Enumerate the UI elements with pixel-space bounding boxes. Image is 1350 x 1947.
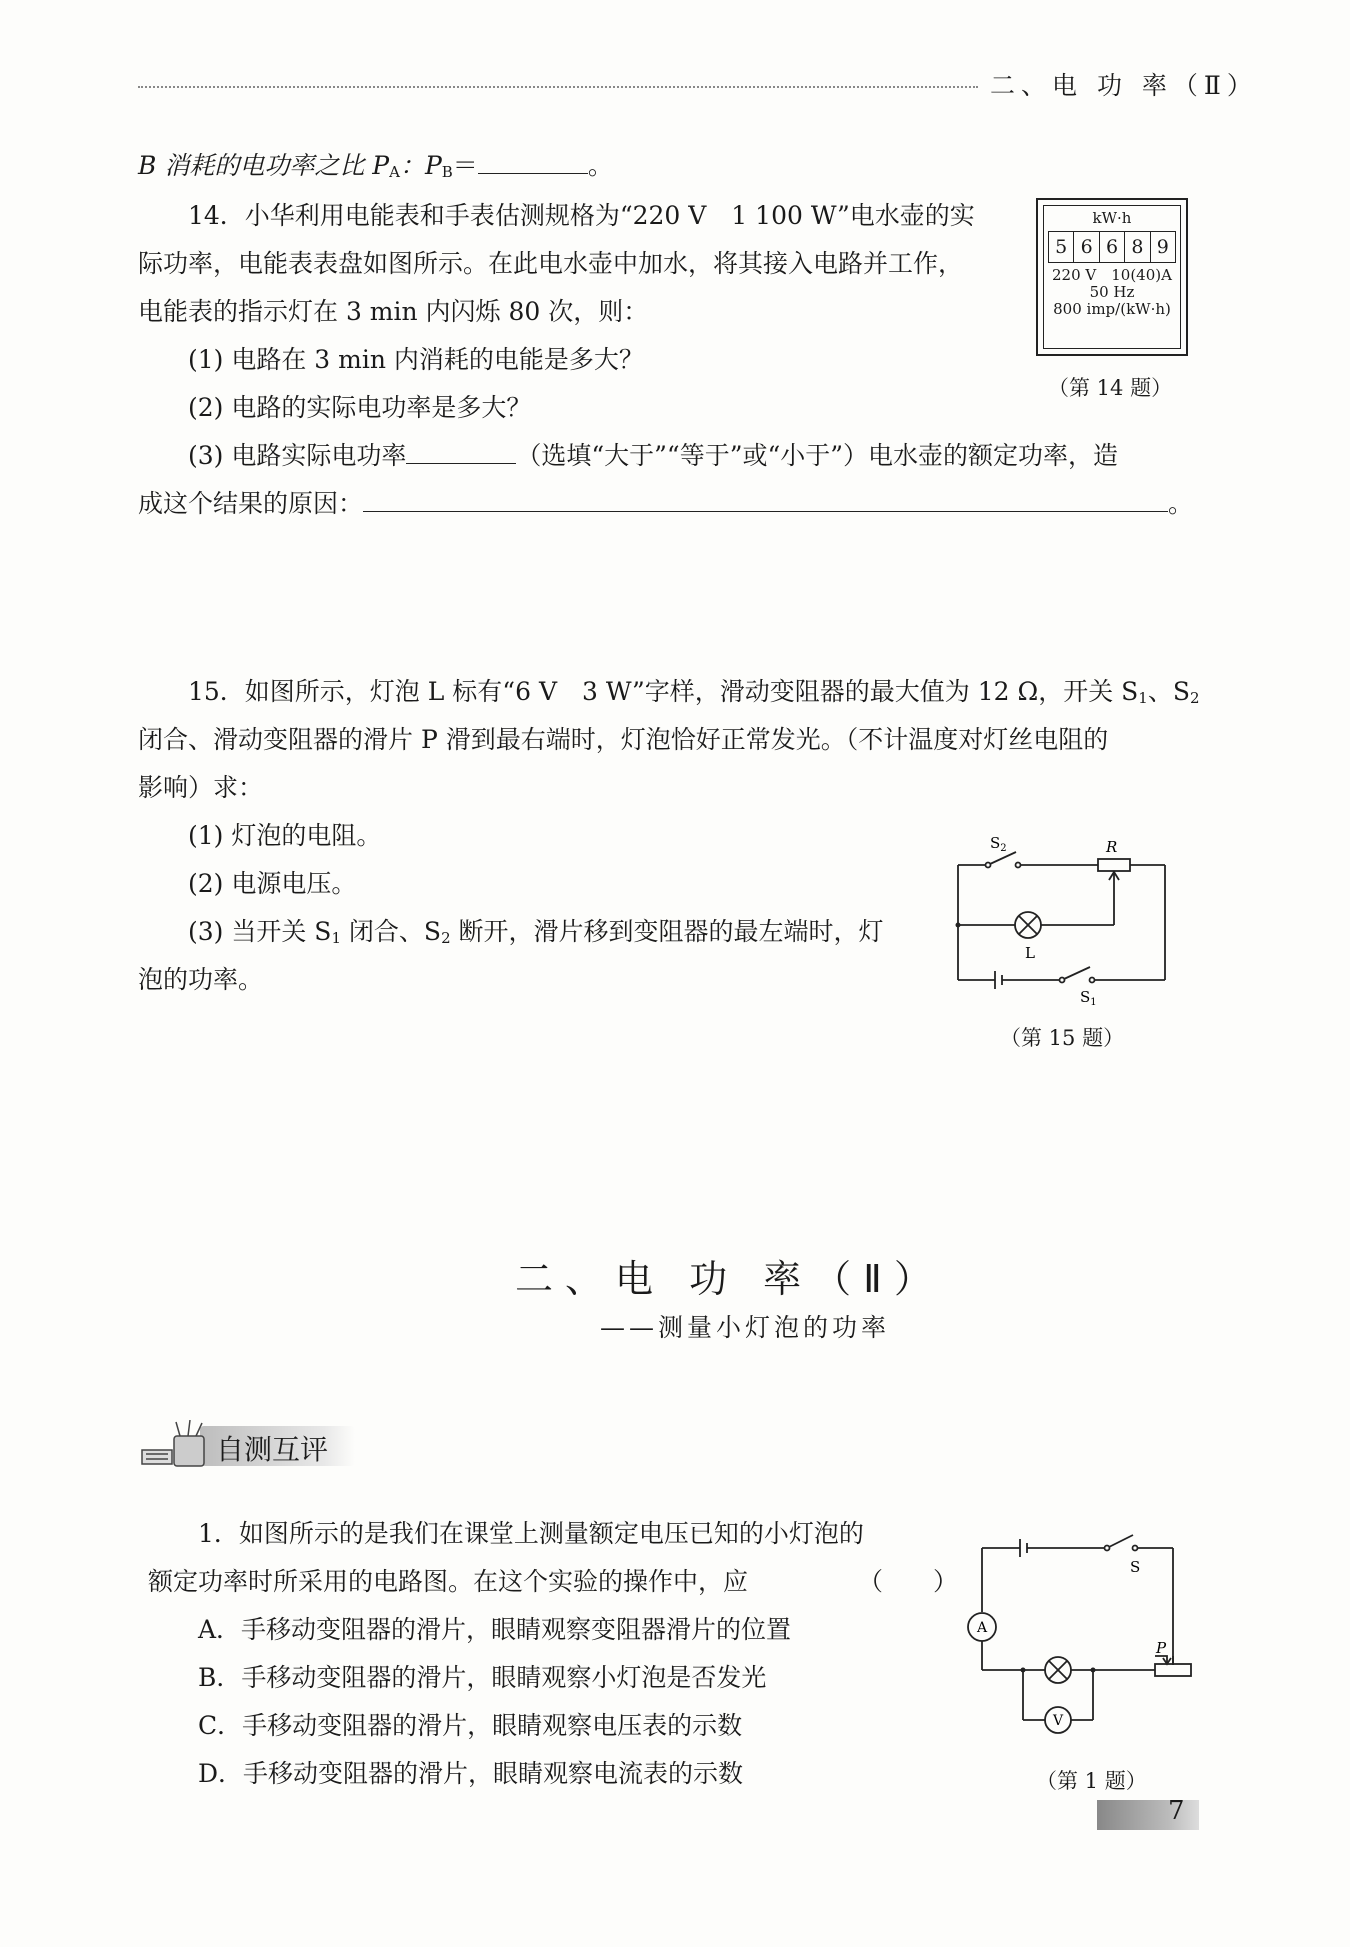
meter-rating: 220 V 10(40)A — [1052, 266, 1172, 284]
s2-label: $S_2$ — [990, 834, 1007, 854]
q14-sub3: (3) 电路实际电功率 （选填“大于”“等于”或“小于”）电水壶的额定功率，造 — [188, 436, 1118, 476]
q14-sub1: (1) 电路在 3 min 内消耗的电能是多大？ — [188, 345, 644, 374]
slider-p-label: P — [1156, 1639, 1167, 1657]
meter-digit: 8 — [1125, 232, 1150, 262]
q1-option-b[interactable]: B．手移动变阻器的滑片，眼睛观察小灯泡是否发光 — [198, 1663, 767, 1692]
q13-tail-line: B 消耗的电功率之比 $P_A$：$P_B=$ 。 — [138, 146, 613, 192]
q14-line2: 际功率，电能表表盘如图所示。在此电水壶中加水，将其接入电路并工作， — [138, 249, 964, 278]
l-label: L — [1025, 944, 1035, 962]
q14-reason-blank[interactable] — [363, 485, 1168, 512]
q15-sub3-cont: 泡的功率。 — [138, 965, 264, 994]
r-label: R — [1106, 838, 1118, 856]
q14-sub2: (2) 电路的实际电功率是多大？ — [188, 393, 532, 422]
switch-s-label: S — [1130, 1558, 1141, 1576]
voltmeter-v-label: V — [1053, 1713, 1064, 1729]
q1-caption: （第 1 题） — [1036, 1769, 1147, 1793]
q1-circuit-diagram — [955, 1530, 1205, 1760]
q15-circuit-diagram — [940, 830, 1180, 1010]
section-title: 二、电 功 率（Ⅱ） — [515, 1257, 944, 1301]
meter-digit: 9 — [1156, 236, 1169, 258]
ammeter-a-label: A — [977, 1620, 988, 1636]
section-subtitle: ——测量小灯泡的功率 — [600, 1313, 891, 1342]
badge-label: 自测互评 — [216, 1433, 329, 1466]
header-dotted-rule — [138, 86, 978, 88]
self-test-badge — [140, 1420, 355, 1470]
q1-line1: 1．如图所示的是我们在课堂上测量额定电压已知的小灯泡的 — [198, 1519, 864, 1548]
q14-line1: 14．小华利用电能表和手表估测规格为“220 V 1 100 W”电水壶的实 — [188, 201, 975, 230]
q15-line2: 闭合、滑动变阻器的滑片 P 滑到最右端时，灯泡恰好正常发光。（不计温度对灯丝电阻的 — [138, 725, 1109, 754]
q1-option-a[interactable]: A．手移动变阻器的滑片，眼睛观察变阻器滑片的位置 — [198, 1615, 792, 1644]
meter-digit: 6 — [1074, 232, 1099, 262]
q15-caption: （第 15 题） — [1000, 1026, 1125, 1050]
page-number: 7 — [1168, 1796, 1185, 1826]
q1-line2: 额定功率时所采用的电路图。在这个实验的操作中，应 — [148, 1567, 749, 1596]
q14-caption: （第 14 题） — [1048, 376, 1173, 400]
q15-sub3: (3) 当开关 $S_1$ 闭合、$S_2$ 断开，滑片移到变阻器的最左端时，灯 — [188, 917, 884, 947]
energy-meter-figure — [1036, 198, 1188, 356]
q1-answer-paren[interactable]: （ ） — [858, 1567, 959, 1596]
meter-digit: 6 — [1100, 232, 1125, 262]
meter-digits — [1048, 231, 1176, 263]
running-header: 二、电 功 率（Ⅱ） — [990, 71, 1258, 100]
q1-option-d[interactable]: D．手移动变阻器的滑片，眼睛观察电流表的示数 — [198, 1759, 744, 1788]
meter-frequency: 50 Hz — [1089, 283, 1135, 301]
q15-line3: 影响）求： — [138, 773, 264, 802]
q1-option-c[interactable]: C．手移动变阻器的滑片，眼睛观察电压表的示数 — [198, 1711, 743, 1740]
meter-constant: 800 imp/(kW·h) — [1053, 300, 1171, 318]
q15-sub1: (1) 灯泡的电阻。 — [188, 821, 382, 850]
q14-line3: 电能表的指示灯在 3 min 内闪烁 80 次，则： — [138, 297, 649, 326]
s1-label: $S_1$ — [1080, 988, 1097, 1008]
q13-answer-blank[interactable] — [478, 147, 588, 174]
q14-choice-blank[interactable] — [406, 437, 516, 464]
q15-line1: 15．如图所示，灯泡 L 标有“6 V 3 W”字样，滑动变阻器的最大值为 12 Ω，开关 $S_1$、$S_2$ — [188, 677, 1200, 707]
q15-sub2: (2) 电源电压。 — [188, 869, 357, 898]
q14-reason-line: 成这个结果的原因： 。 — [138, 484, 1193, 524]
meter-unit: kW·h — [1092, 209, 1132, 227]
pencil-cup-icon — [140, 1420, 220, 1470]
meter-digit: 5 — [1049, 232, 1074, 262]
